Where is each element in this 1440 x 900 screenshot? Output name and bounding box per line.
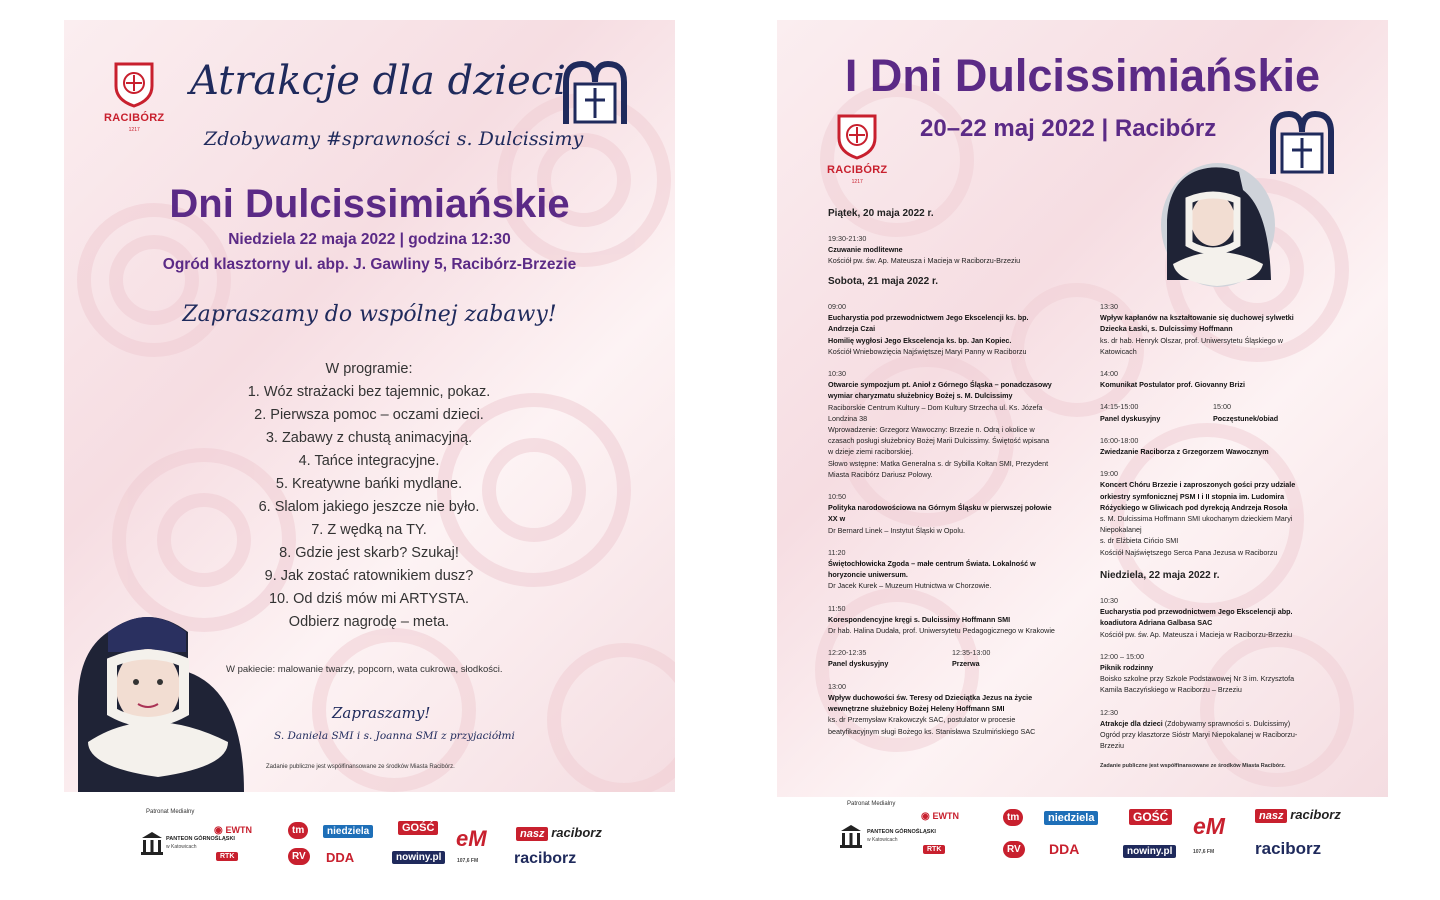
sponsor-panteon: PANTEON GÓRNOŚLĄSKI: [867, 829, 936, 835]
smi-emblem-icon: [560, 60, 630, 130]
event-item: 16:00-18:00 Zwiedzanie Raciborza z Grzegorzem Wawocznym: [1100, 435, 1269, 457]
city-name: RACIBÓRZ: [827, 164, 888, 176]
program-item: 10. Od dziś mów mi ARTYSTA.: [268, 591, 470, 607]
sunday-column: [1100, 595, 1312, 751]
event-item: 13:00 Wpływ duchowości św. Teresy od Dzieciątka Jezus na życie wewnętrzne służebnicy Bożej Heleny Hoffmann SMI ks. dr Przemysław Krakowczyk SAC, postulator w procesie beatyfikacyjnym sługi Bożego ks. Stanisława Szulmińskiego SAC: [828, 681, 1036, 736]
sponsor-panteon: PANTEON GÓRNOŚLĄSKI: [166, 836, 235, 842]
program-item: Odbierz nagrodę – meta.: [288, 614, 450, 630]
day-friday: Piątek, 20 maja 2022 r.: [828, 208, 934, 219]
sponsor-niedziela: niedziela: [323, 825, 373, 838]
event-item: 12:00 – 15:00 Piknik rodzinny Boisko szkolne przy Szkole Podstawowej Nr 3 im. Krzysztofa Kamila Baczyńskiego w Raciborzu – Brzeziu: [1100, 651, 1295, 695]
sponsor-em: eM: [456, 826, 487, 851]
event-item: 11:20 Świętochłowicka Zgoda – małe centrum Świata. Lokalność w horyzoncie uniwersum. Dr Jacek Kurek – Muzeum Hutnictwa w Chorzowie.: [828, 547, 1036, 591]
sponsor-niedziela: niedziela: [1044, 811, 1098, 825]
city-year: 1217: [851, 179, 863, 185]
sponsor-raciborz-com: raciborz: [514, 850, 577, 867]
event-item: 19:00 Koncert Chóru Brzezie i zaproszonych gości przy udziale orkiestry symfonicznej PSM I i II stopnia im. Ludomira Różyckiego w Gliwicach pod dyrekcją Andrzeja Rosoła s. M. Dulcissima Hoffmann SMI ukochanym dzieckiem Maryi Niepokalanej s. dr Elżbieta Cińcio SMI Kościół Najświętszego Serca Pana Jezusa w Raciborzu: [1100, 469, 1296, 557]
sponsor-rv: RV: [1003, 841, 1025, 858]
event-item: 14:15-15:00 Panel dyskusyjny 15:00 Poczęstunek/obiad: [1100, 402, 1279, 423]
nun-portrait: [1159, 160, 1277, 290]
event-item: 14:00 Komunikat Postulator prof. Giovanny Brizi: [1100, 369, 1245, 390]
sponsor-nowiny: nowiny.pl: [1123, 845, 1176, 858]
panteon-icon: [839, 823, 863, 849]
program-item: 1. Wóz strażacki bez tajemnic, pokaz.: [247, 384, 491, 400]
sponsor-dda: DDA: [1049, 841, 1080, 857]
city-name: RACIBÓRZ: [104, 112, 165, 124]
sponsor-panteon-sub: w Katowicach: [166, 844, 197, 850]
panteon-icon: [140, 830, 164, 856]
program-item: 9. Jak zostać ratownikiem dusz?: [264, 568, 474, 584]
sponsor-nasz-raciborz: nasz raciborz: [1255, 807, 1341, 823]
program-item: 4. Tańce integracyjne.: [298, 453, 440, 469]
raciborz-city-logo: [104, 60, 164, 133]
sponsor-rv: RV: [288, 848, 310, 865]
package-text: W pakiecie: malowanie twarzy, popcorn, wata cukrowa, słodkości.: [226, 664, 503, 675]
program-item: 3. Zabawy z chustą animacyjną.: [265, 430, 473, 446]
raciborz-crest-icon: [835, 112, 879, 160]
saturday-left-column: [828, 301, 1056, 737]
sponsor-rtk: RTK: [216, 850, 238, 861]
nun-portrait: [68, 592, 244, 792]
invite-text: Zapraszamy do wspólnej zabawy!: [182, 302, 557, 327]
sponsor-nowiny: nowiny.pl: [392, 851, 445, 864]
event-item: 09:00 Eucharystia pod przewodnictwem Jego Ekscelencji ks. bp. Andrzeja Czai Homilię wygłosi Jego Ekscelencja ks. bp. Jan Kopiec. Kościół Wniebowzięcia Najświętszej Maryi Panny w Raciborzu: [828, 302, 1029, 356]
media-label: Patronat Medialny: [847, 801, 896, 807]
signature-invite: Zapraszamy!: [332, 704, 431, 722]
cofinance-note: Zadanie publiczne jest współfinansowane ze środków Miasta Racibórz.: [1100, 763, 1286, 769]
script-subtitle: Zdobywamy #sprawności s. Dulcissimy: [204, 128, 584, 150]
schedule-subtitle: 20–22 maj 2022 | Racibórz: [920, 115, 1217, 142]
program-item: 2. Pierwsza pomoc – oczami dzieci.: [254, 407, 484, 423]
event-item: 13:30 Wpływ kapłanów na kształtowanie się duchowej sylwetki Dziecka Łaski, s. Dulcissimy Hoffmann ks. dr hab. Henryk Olszar, prof. Uniwersytetu Śląskiego w Katowicach: [1100, 302, 1294, 356]
day-saturday: Sobota, 21 maja 2022 r.: [828, 276, 939, 287]
event-item: 12:20-12:35 Panel dyskusyjny 12:35-13:00 Przerwa: [828, 648, 991, 669]
friday-event: 19:30-21:30 Czuwanie modlitewne Kościół pw. św. Ap. Mateusza i Macieja w Raciborzu-Brzeziu: [828, 234, 1021, 266]
schedule-title: I Dni Dulcissimiańskie: [844, 50, 1321, 101]
sponsor-gosc: GOŚĆ: [1129, 809, 1172, 825]
event-item: 10:30 Eucharystia pod przewodnictwem Jego Ekscelencji abp. koadiutora Adriana Galbasa SAC Kościół pw. św. Ap. Mateusza i Macieja w Raciborzu-Brzeziu: [1100, 596, 1293, 639]
program-item: 7. Z wędką na TY.: [311, 522, 427, 538]
sponsor-ewtn: ◉ EWTN: [214, 825, 253, 836]
signature-names: S. Daniela SMI i s. Joanna SMI z przyjaciółmi: [274, 730, 515, 742]
poster-schedule: [777, 20, 1388, 875]
saturday-right-column: [1100, 301, 1312, 558]
media-label: Patronat Medialny: [146, 809, 195, 815]
smi-emblem-icon: [1267, 110, 1337, 180]
sponsor-raciborz-com: raciborz: [1255, 839, 1322, 858]
sponsor-panteon-sub: w Katowicach: [867, 837, 898, 843]
event-item: 11:50 Korespondencyjne kręgi s. Dulcissimy Hoffmann SMI Dr hab. Halina Dudała, prof. Uniwersytetu Pedagogicznego w Krakowie: [828, 603, 1055, 636]
sponsor-gosc: GOŚĆ: [398, 821, 438, 835]
sponsor-tm: tm: [1003, 809, 1023, 826]
sponsor-rtk: RTK: [923, 843, 945, 854]
raciborz-crest-icon: [112, 60, 156, 108]
event-item: 12:30 Atrakcje dla dzieci (Zdobywamy sprawności s. Dulcissimy) Ogród przy klasztorze Sióstr Maryi Niepokalanej w Raciborzu-Brzeziu: [1100, 707, 1298, 751]
sponsor-em: eM: [1193, 813, 1225, 839]
cofinance-note: Zadanie publiczne jest współfinansowane ze środków Miasta Racibórz.: [266, 764, 455, 770]
media-patronage-band: [777, 797, 1388, 875]
event-place: Ogród klasztorny ul. abp. J. Gawliny 5, Racibórz-Brzezie: [162, 256, 577, 273]
program-header: W programie:: [325, 361, 413, 377]
program-item: 6. Slalom jakiego jeszcze nie było.: [258, 499, 480, 515]
sponsor-tm: tm: [288, 822, 308, 839]
poster-children-attractions: [64, 20, 675, 880]
event-item: 10:30 Otwarcie sympozjum pt. Anioł z Górnego Śląska – ponadczasowy wymiar charyzmatu służebnicy Bożej s. M. Dulcissimy Raciborskie Centrum Kultury – Dom Kultury Strzecha ul. Ks. Józefa Londzina 38 Wprowadzenie: Grzegorz Wawoczny: Brzezie n. Odrą i okolice w czasach posługi służebnicy Bożej Marii Dulcissimy. Świętość wpisana w dzieje ziemi raciborskiej. Słowo wstępne: Matka Generalna s. dr Sybilla Kołtan SMI, Prezydent Miasta Racibórz Dariusz Polowy.: [828, 369, 1052, 479]
raciborz-city-logo: [827, 112, 887, 185]
day-sunday: Niedziela, 22 maja 2022 r.: [1100, 570, 1220, 581]
script-title: Atrakcje dla dzieci: [190, 58, 566, 104]
event-title: Dni Dulcissimiańskie: [169, 182, 570, 226]
sponsor-em-freq: 107,6 FM: [1193, 849, 1215, 855]
sponsor-em-freq: 107,6 FM: [457, 858, 479, 864]
city-year: 1217: [128, 127, 140, 133]
event-item: 10:50 Polityka narodowościowa na Górnym Śląsku w pierwszej połowie XX w Dr Bernard Linek – Instytut Śląski w Opolu.: [828, 492, 1052, 535]
program-item: 8. Gdzie jest skarb? Szukaj!: [279, 545, 459, 561]
program-item: 5. Kreatywne bańki mydlane.: [275, 476, 463, 492]
sponsor-nasz-raciborz: nasz raciborz: [516, 825, 602, 841]
event-date: Niedziela 22 maja 2022 | godzina 12:30: [228, 231, 511, 248]
sponsor-ewtn: ◉ EWTN: [921, 811, 960, 822]
sponsor-dda: DDA: [326, 850, 355, 865]
media-patronage-band: [64, 792, 675, 880]
